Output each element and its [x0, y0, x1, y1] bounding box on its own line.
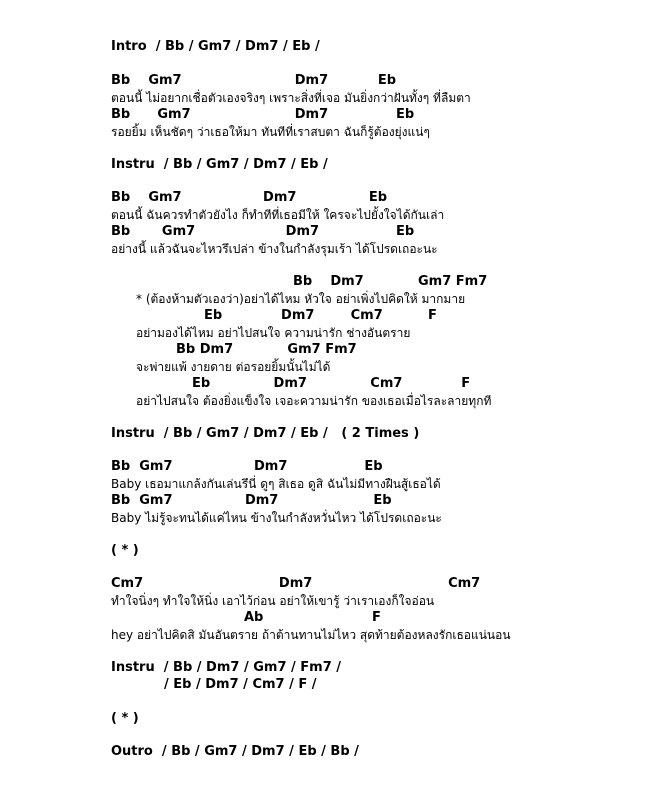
lyric-line: ตอนนี้ ฉันควรทำตัวยังไง ก็ทำทีที่เธอมีให้ ใครจะไปยั้งใจได้กันเล่า [111, 208, 445, 222]
lyric-line: Baby ไม่รู้จะทนได้แค่ไหน ข้างในกำลังหวั่นไหว ได้โปรดเถอะนะ [111, 511, 442, 525]
chord-line: Eb Dm7 Cm7 F [192, 376, 471, 391]
lyric-line: * (ต้องห้ามตัวเองว่า)อย่าได้ไหม หัวใจ อย่าเพิ่งไปคิดให้ มากมาย [136, 292, 466, 306]
chord-line: Bb Dm7 Gm7 Fm7 [293, 274, 488, 289]
chord-line: Eb Dm7 Cm7 F [204, 308, 437, 323]
chord-line: Bb Gm7 Dm7 Eb [111, 107, 415, 122]
chorus-ref: ( * ) [111, 543, 139, 558]
chord-line: Bb Dm7 Gm7 Fm7 [176, 342, 357, 357]
instru-line: / Eb / Dm7 / Cm7 / F / [164, 677, 317, 692]
chord-line: Bb Gm7 Dm7 Eb [111, 190, 388, 205]
chorus-ref: ( * ) [111, 711, 139, 726]
lyric-line: hey อย่าไปคิดสิ มันอันตราย ถ้าต้านทานไม่ไหว สุดท้ายต้องหลงรักเธอแน่นอน [111, 628, 511, 642]
lyric-line: ตอนนี้ ไม่อยากเชื่อตัวเองจริงๆ เพราะสิ่งที่เจอ มันยิ่งกว่าฝันทั้งๆ ที่ลืมตา [111, 91, 471, 105]
lyric-line: อย่ามองได้ไหม อย่าไปสนใจ ความน่ารัก ช่างอันตราย [136, 326, 411, 340]
lyric-line: อย่างนี้ แล้วฉันจะไหวรึเปล่า ข้างในกำลังรุมเร้า ได้โปรดเถอะนะ [111, 242, 438, 256]
chord-line: Ab F [244, 610, 381, 625]
chord-line: Bb Gm7 Dm7 Eb [111, 73, 397, 88]
intro-line: Intro / Bb / Gm7 / Dm7 / Eb / [111, 39, 320, 54]
instru-line: Instru / Bb / Gm7 / Dm7 / Eb / ( 2 Times ) [111, 426, 420, 441]
lyric-line: จะพ่ายแพ้ งายดาย ต่อรอยยิ้มนั้นไม่ได้ [136, 360, 331, 374]
lyric-line: Baby เธอมาแกล้งกันเล่นรึนี่ ดูๆ สิเธอ ดูสิ ฉันไม่มีทางฝืนสู้เธอได้ [111, 477, 441, 491]
instru-line: Instru / Bb / Gm7 / Dm7 / Eb / [111, 157, 328, 172]
lyric-line: รอยยิ้ม เห็นชัดๆ ว่าเธอให้มา ทันทีที่เราสบตา ฉันก็รู้ต้องยุ่งแน่ๆ [111, 125, 430, 139]
chord-line: Bb Gm7 Dm7 Eb [111, 493, 392, 508]
outro-line: Outro / Bb / Gm7 / Dm7 / Eb / Bb / [111, 744, 359, 759]
chord-line: Cm7 Dm7 Cm7 [111, 576, 481, 591]
instru-line: Instru / Bb / Dm7 / Gm7 / Fm7 / [111, 660, 342, 675]
chord-line: Bb Gm7 Dm7 Eb [111, 224, 415, 239]
chord-line: Bb Gm7 Dm7 Eb [111, 459, 383, 474]
lyric-line: ทำใจนิ่งๆ ทำใจให้นิ่ง เอาไว้ก่อน อย่าให้เขารู้ ว่าเราเองก็ใจอ่อน [111, 594, 435, 608]
lyric-line: อย่าไปสนใจ ต้องยิ่งแข็งใจ เจอะความน่ารัก ของเธอเมื่อไรละลายทุกที [136, 394, 492, 408]
